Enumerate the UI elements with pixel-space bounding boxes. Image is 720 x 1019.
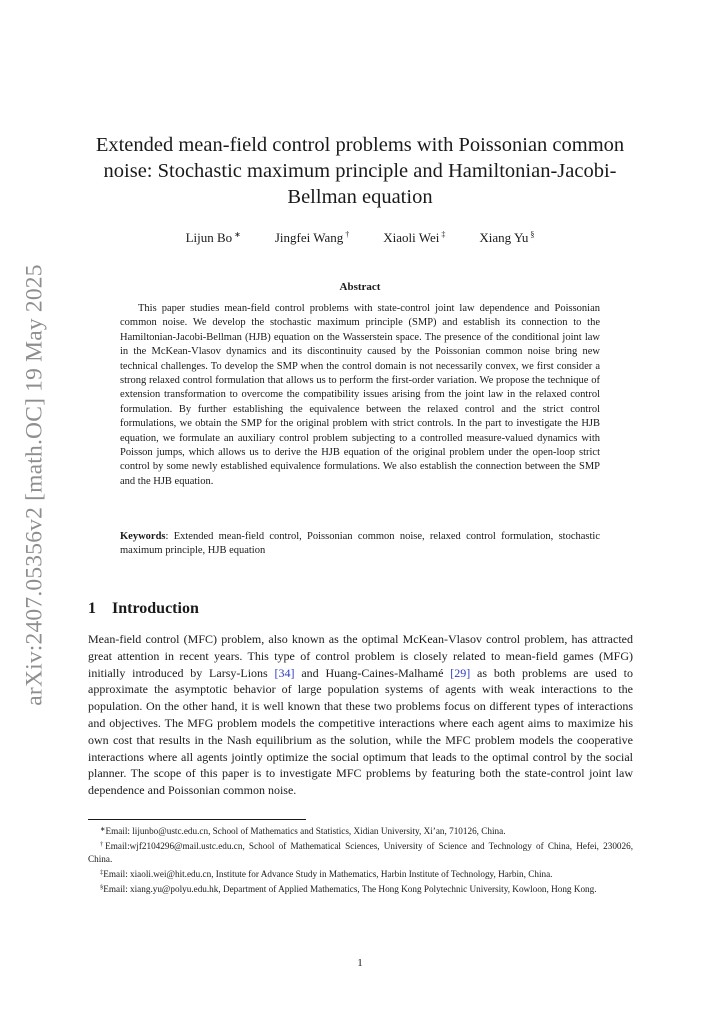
paper-title: Extended mean-field control problems with Poissonian common noise: Stochastic maximum principle and Hamiltonian-Jacobi-Bellman equation <box>95 134 625 208</box>
keywords-text: : Extended mean-field control, Poissonian common noise, relaxed control formulation, stochastic maximum principle, HJB equation <box>120 531 600 557</box>
author: Jingfei Wang † <box>274 230 350 245</box>
footnote: ‡Email: xiaoli.wei@hit.edu.cn, Institute for Advance Study in Mathematics, Harbin Institute of Technology, Harbin, China. <box>100 869 553 880</box>
abstract-text: This paper studies mean-field control problems with state-control joint law dependence and Poissonian common noise. We develop the stochastic maximum principle (SMP) and establish its connection to the Hamiltonian-Jacobi-Bellman (HJB) equation on the Wasserstein space. The presence of the conditional joint law in the McKean-Vlasov dynamics and its discontinuity caused by the Poissonian common noise bring new technical challenges. To develop the SMP when the control domain is not necessarily convex, we first consider a strong relaxed control formulation that allows us to perform the first-order variation. We propose the technique of extension transformation to overcome the compatibility issues arising from the joint law in the relaxed control formulation. By further establishing the equivalence between the relaxed control and the strict control formulations, we obtain the SMP for the original problem with strict controls. In the part to investigate the HJB equation, we formulate an auxiliary control problem subjecting to a controlled measure-valued dynamics with Poisson jumps, which allows us to derive the HJB equation of the original problem under the open-loop strict control by some newly established equivalence formulations. We also establish the connection between the SMP and the HJB equation. <box>120 303 600 487</box>
author: Xiang Yu § <box>479 230 535 245</box>
arxiv-identifier-stamp: arXiv:2407.05356v2 [math.OC] 19 May 2025 <box>21 264 48 706</box>
section-title: Introduction <box>112 600 199 617</box>
author: Lijun Bo ∗ <box>185 230 241 245</box>
keywords-label: Keywords <box>120 531 166 542</box>
abstract-heading: Abstract <box>339 281 381 293</box>
section-heading-introduction <box>88 600 199 618</box>
author-list <box>100 230 620 246</box>
footnote-divider <box>88 819 306 820</box>
introduction-paragraph: Mean-field control (MFC) problem, also known as the optimal McKean-Vlasov control problem, has attracted great attention in recent years. This type of control problem is closely related to mean-field games (MFG) initially introduced by Larsy-Lions [34] and Huang-Caines-Malhamé [29] as both problems are used to approximate the asymptotic behavior of large population systems of agents with weak interactions to the population. On the other hand, it is well known that these two problems focus on different types of interactions and objectives. The MFG problem models the competitive interactions where each agent aims to maximize his own cost that results in the Nash equilibrium as the solution, while the MFC problem models the cooperative interactions where all agents jointly optimize the social optimum that leads to the optimal control by the social planner. The scope of this paper is to investigate MFC problems by featuring both the state-control joint law dependence and Poissonian common noise. <box>88 632 633 798</box>
footnote: †Email:wjf2104296@mail.ustc.edu.cn, School of Mathematical Sciences, University of Science and Technology of China, Hefei, 230026, China. <box>88 841 633 865</box>
keywords <box>120 530 600 559</box>
author: Xiaoli Wei ‡ <box>383 230 446 245</box>
footnote: §Email: xiang.yu@polyu.edu.hk, Department of Applied Mathematics, The Hong Kong Polytechnic University, Kowloon, Hong Kong. <box>100 884 597 895</box>
footnote: ∗Email: lijunbo@ustc.edu.cn, School of Mathematics and Statistics, Xidian University, Xi’an, 710126, China. <box>100 826 506 836</box>
page-number: 1 <box>357 957 363 969</box>
footnotes <box>88 823 633 896</box>
section-number: 1 <box>88 600 96 617</box>
citation-link[interactable]: [34] <box>274 665 295 680</box>
citation-link[interactable]: [29] <box>450 665 471 680</box>
